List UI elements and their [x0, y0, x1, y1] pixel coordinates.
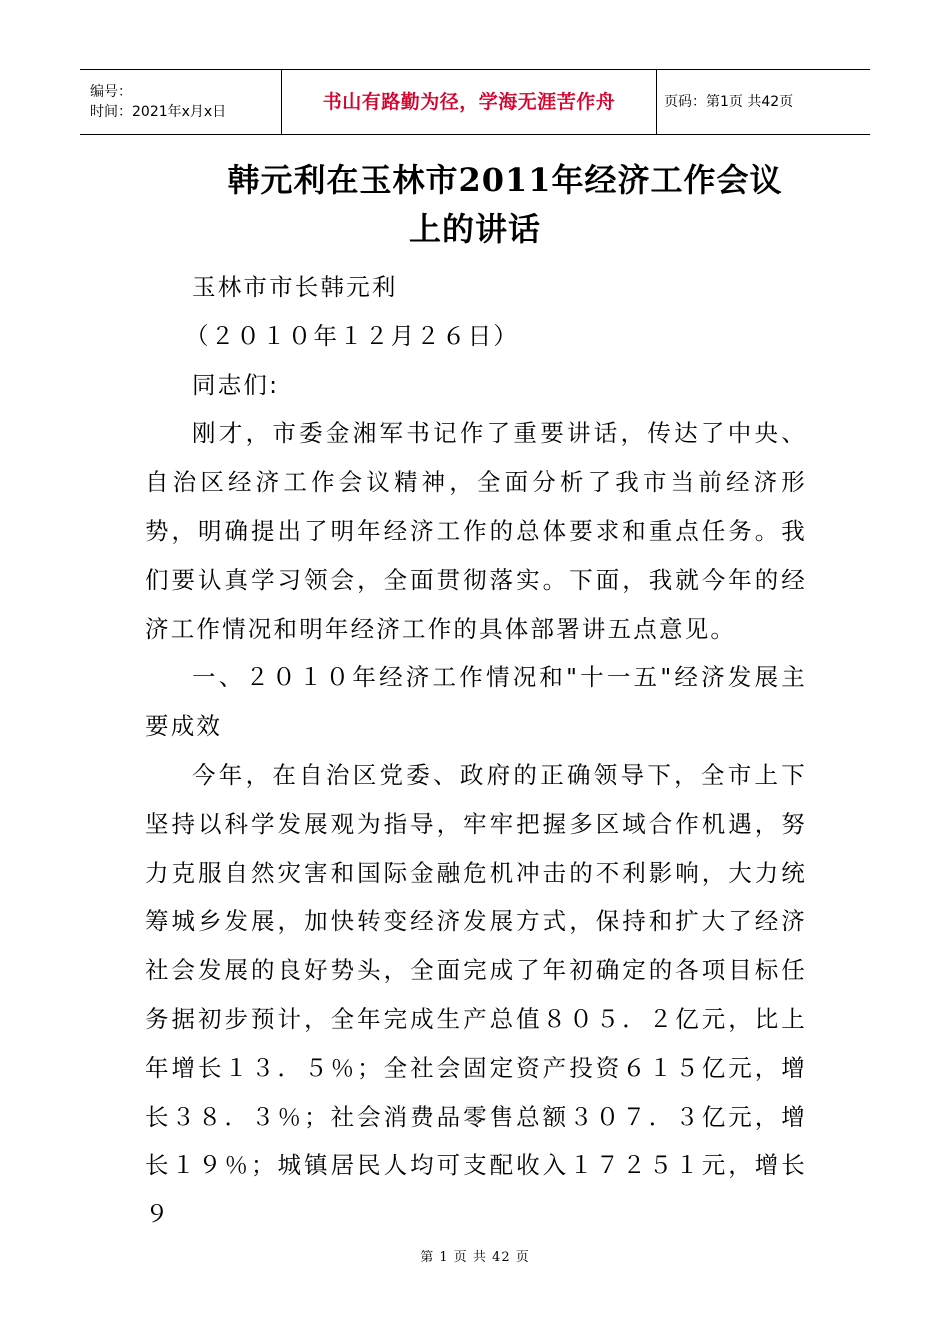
date-line: （２０１０年１２月２６日） [185, 321, 520, 350]
document-header-table [80, 69, 870, 135]
paragraph-economic-summary: 今年，在自治区党委、政府的正确领导下，全市上下坚持以科学发展观为指导，牢牢把握多区域合作机遇，努力克服自然灾害和国际金融危机冲击的不利影响，大力统筹城乡发展，加快转变经济发展方式，保持和扩大了经济社会发展的良好势头，全面完成了年初确定的各项目标任务据初步预计，全年完成生产总值８０５．２亿元，比上年增长１３．５％；全社会固定资产投资６１５亿元，增长３８．３％；社会消费品零售总额３０７．３亿元，增长１９％；城镇居民人均可支配收入１７２５１元，增长９ [145, 760, 807, 1229]
section-heading-1: 一、２０１０年经济工作情况和"十一五"经济发展主要成效 [145, 663, 807, 741]
header-meta-cell [80, 70, 282, 134]
serial-number-label: 编号： [90, 84, 132, 100]
paragraph-intro: 刚才，市委金湘军书记作了重要讲话，传达了中央、自治区经济工作会议精神，全面分析了我市当前经济形势，明确提出了明年经济工作的总体要求和重点任务。我们要认真学习领会，全面贯彻落实。下面，我就今年的经济工作情况和明年经济工作的具体部署讲五点意见。 [145, 419, 807, 643]
header-page-cell [657, 70, 870, 134]
document-body [145, 263, 807, 1239]
header-motto-cell [282, 70, 657, 134]
page-footer: 第 1 页 共 42 页 [420, 1250, 530, 1265]
author-line: 玉林市市长韩元利 [192, 273, 398, 301]
page-info: 页码：第1页 共42页 [664, 94, 794, 110]
salutation: 同志们: [192, 370, 280, 399]
date-label: 时间：2021年x月x日 [90, 104, 227, 120]
document-title-line-1: 韩元利在玉林市2011年经济工作会议 [227, 161, 783, 199]
document-title-line-2: 上的讲话 [408, 210, 541, 248]
motto-text: 书山有路勤为径，学海无涯苦作舟 [322, 91, 616, 113]
